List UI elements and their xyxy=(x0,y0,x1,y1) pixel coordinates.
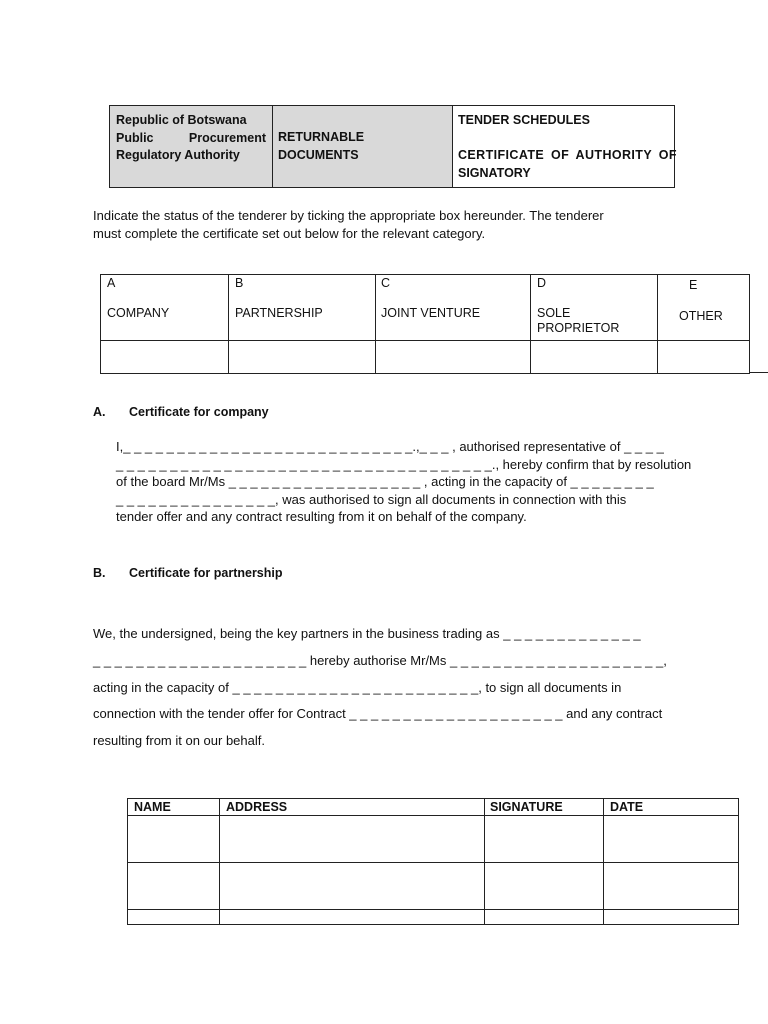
signature-row-3-date[interactable] xyxy=(604,910,738,924)
status-label-other: OTHER xyxy=(679,309,723,323)
section-a-title: Certificate for company xyxy=(129,405,269,419)
doc-type-line-2: DOCUMENTS xyxy=(278,147,359,162)
schedule-title: TENDER SCHEDULES xyxy=(458,113,590,127)
tenderer-status-table xyxy=(100,274,750,374)
signature-row-1-date[interactable] xyxy=(604,816,738,862)
signature-row-2-address[interactable] xyxy=(220,863,484,909)
org-line-1: Republic of Botswana xyxy=(116,113,247,127)
signature-table xyxy=(127,798,739,925)
section-b-title: Certificate for partnership xyxy=(129,566,283,580)
header-org-cell xyxy=(110,106,273,187)
status-label-company: COMPANY xyxy=(107,306,170,320)
header-address: ADDRESS xyxy=(226,800,288,814)
header-signature: SIGNATURE xyxy=(490,800,563,814)
header-doc-type-cell xyxy=(273,106,453,187)
section-a-number: A. xyxy=(93,405,106,419)
tick-box-partnership[interactable] xyxy=(229,341,375,374)
org-line-2: Public Procurement xyxy=(116,130,266,145)
tick-box-sole-proprietor[interactable] xyxy=(531,341,657,374)
status-letter-e: E xyxy=(689,278,698,292)
section-b-body: We, the undersigned, being the key partners in the business trading as _ _ _ _ _ _ _ _ _ _ _ _ _ _ _ _ _ _ _ _ _ _ _ _ _ _ _ _ _ _ _ _ _ hereby authorise Mr/Ms _ _ _ _ _ _ _ _ _ _ _ _ _ _ _ _ _ _ _ _, acting in the capacity of _ _ _ _ _ _ _ _ _ _ _ _ _ _ _ _ _ _ _ _ _ _ _, to sign all documents in connection with the tender offer for Contract _ _ _ _ _ _ _ _ _ _ _ _ _ _ _ _ _ _ _ _ and any contract resulting from it on our behalf. xyxy=(93,626,667,749)
signature-row-2-name[interactable] xyxy=(128,863,219,909)
status-label-proprietor: PROPRIETOR xyxy=(537,321,620,335)
header-table xyxy=(109,105,675,188)
certificate-title-line-1: CERTIFICATE OF AUTHORITY OF xyxy=(458,148,677,162)
status-label-joint-venture: JOINT VENTURE xyxy=(381,306,481,320)
tick-box-company[interactable] xyxy=(101,341,228,374)
tick-box-joint-venture[interactable] xyxy=(376,341,530,374)
certificate-title-line-2: SIGNATORY xyxy=(458,165,531,180)
header-name: NAME xyxy=(134,800,171,814)
signature-row-3-address[interactable] xyxy=(220,910,484,924)
signature-row-3-signature[interactable] xyxy=(485,910,603,924)
status-letter-a: A xyxy=(107,276,116,290)
table-line-extension xyxy=(750,372,768,373)
tick-box-other[interactable] xyxy=(658,341,749,374)
status-label-partnership: PARTNERSHIP xyxy=(235,306,323,320)
signature-row-2-date[interactable] xyxy=(604,863,738,909)
signature-row-1-name[interactable] xyxy=(128,816,219,862)
signature-row-3-name[interactable] xyxy=(128,910,219,924)
doc-type-line-1: RETURNABLE xyxy=(278,130,365,144)
intro-paragraph: Indicate the status of the tenderer by ticking the appropriate box hereunder. The tenderer must complete the certificate set out below for the relevant category. xyxy=(93,208,604,241)
signature-row-1-signature[interactable] xyxy=(485,816,603,862)
status-letter-c: C xyxy=(381,276,391,290)
status-letter-d: D xyxy=(537,276,547,290)
signature-row-2-signature[interactable] xyxy=(485,863,603,909)
header-date: DATE xyxy=(610,800,644,814)
section-b-number: B. xyxy=(93,566,106,580)
org-line-3: Regulatory Authority xyxy=(116,148,240,162)
section-a-body: I,_ _ _ _ _ _ _ _ _ _ _ _ _ _ _ _ _ _ _ _ _ _ _ _ _ _ _.,_ _ _ , authorised representative of _ _ _ _ _ _ _ _ _ _ _ _ _ _ _ _ _ _ _ _ _ _ _ _ _ _ _ _ _ _ _ _ _ _ _ _ _ _ _., hereby confirm that by resolution of the board Mr/Ms _ _ _ _ _ _ _ _ _ _ _ _ _ _ _ _ _ _ , acting in the capacity of _ _ _ _ _ _ _ _ _ _ _ _ _ _ _ _ _ _ _ _ _ _ _, was authorised to sign all documents in connection with this tender offer and any contract resulting from it on behalf of the company. xyxy=(116,439,692,524)
status-label-sole: SOLE xyxy=(537,306,571,320)
header-schedule-cell xyxy=(453,106,677,187)
status-letter-b: B xyxy=(235,276,244,290)
signature-row-1-address[interactable] xyxy=(220,816,484,862)
